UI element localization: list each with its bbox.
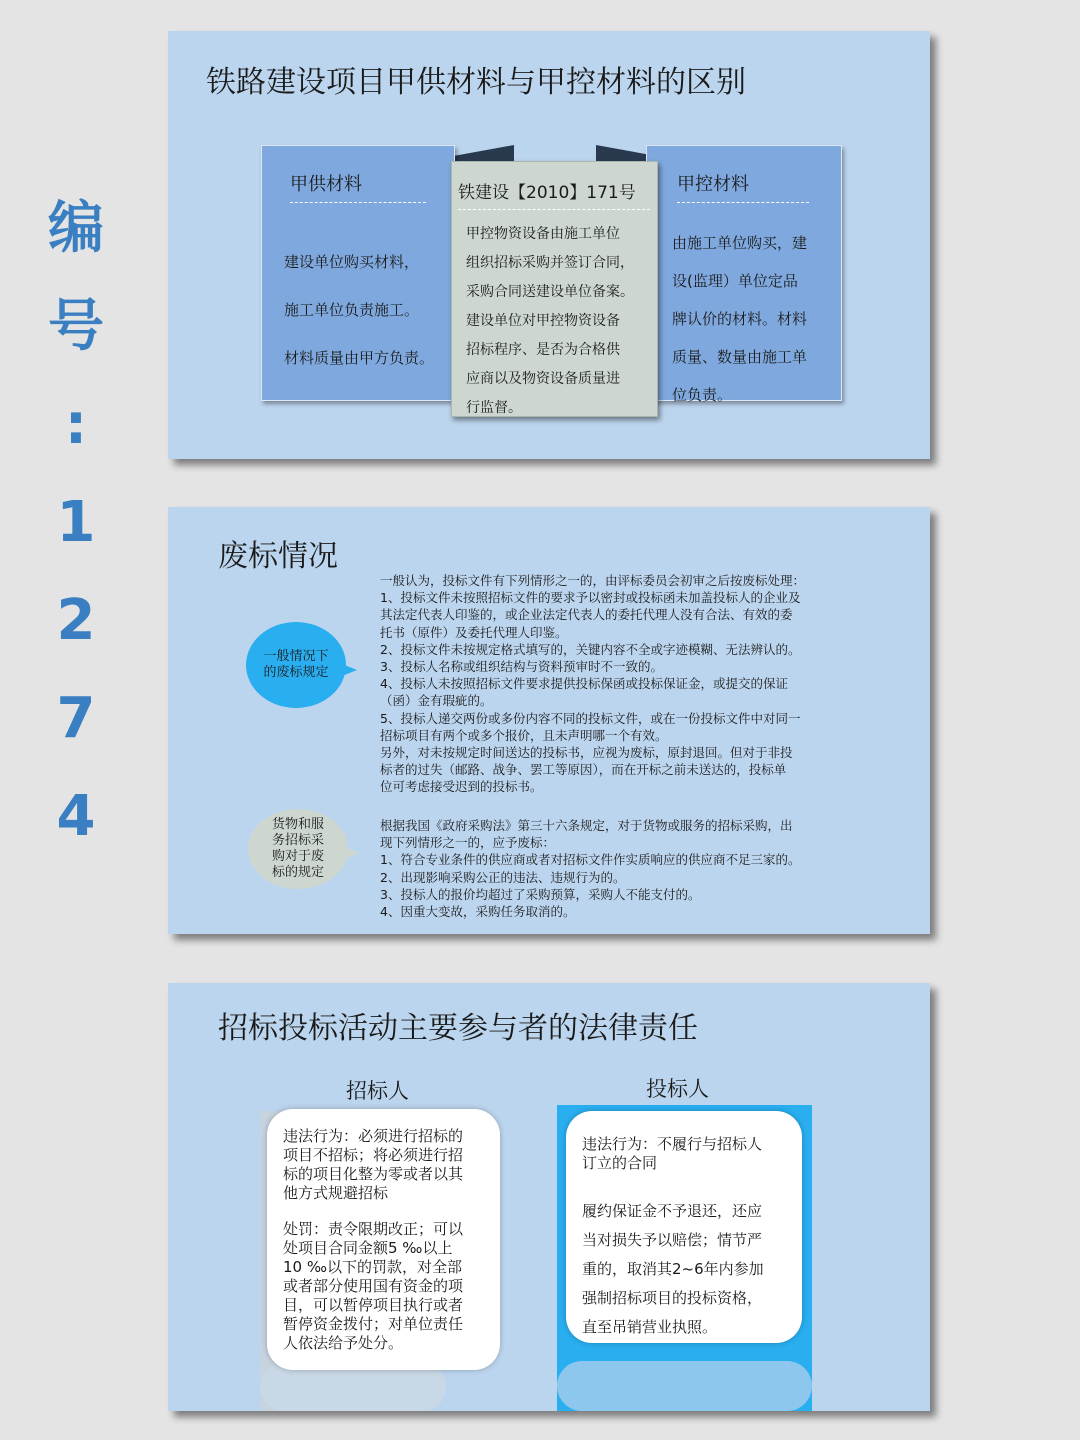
box-text <box>466 220 634 423</box>
box-line: 由施工单位购买，建 <box>672 234 808 252</box>
side-label-char: 4 <box>56 784 96 849</box>
panel-line: 目，可以暂停项目执行或者 <box>283 1296 464 1314</box>
box-line: 应商以及物资设备质量进 <box>466 371 620 387</box>
text-line: 4、投标人未按照招标文件要求提供投标保函或投标保证金，或提交的保证 <box>380 676 788 692</box>
panel-line: 违法行为：不履行与招标人 <box>582 1135 763 1153</box>
regulation-box <box>451 161 658 417</box>
panel-line: 当对损失予以赔偿；情节严 <box>582 1231 763 1249</box>
text-line: 另外，对未按规定时间送达的投标书，应视为废标，原封退回。但对于非投 <box>380 745 793 761</box>
text-line: 其法定代表人印鉴的，或企业法定代表人的委托代理人没有合法、有效的委 <box>380 607 793 623</box>
text-line: 4、因重大变故，采购任务取消的。 <box>380 904 576 920</box>
bubble-line: 务招标采 <box>271 833 324 848</box>
panel-text <box>582 1135 764 1342</box>
text-line: 招标项目有两个或多个报价，且未声明哪一个有效。 <box>380 727 668 743</box>
slide-legal-liability <box>168 983 930 1411</box>
slide-title: 铁路建设项目甲供材料与甲控材料的区别 <box>206 65 746 100</box>
box-line: 甲控物资设备由施工单位 <box>466 226 620 242</box>
text-line: 一般认为，投标文件有下列情形之一的，由评标委员会初审之后按废标处理： <box>380 573 806 588</box>
bidder-heading: 投标人 <box>646 1077 709 1101</box>
slide-title: 废标情况 <box>218 539 338 574</box>
bubble-line: 购对于废 <box>271 849 324 864</box>
panel-line: 强制招标项目的投标资格， <box>582 1289 763 1307</box>
panel-line: 重的，取消其2~6年内参加 <box>582 1260 764 1278</box>
box-line: 建设单位对甲控物资设备 <box>466 313 620 329</box>
tenderer-panel-reflection <box>260 1363 446 1411</box>
owner-supplied-box <box>261 145 455 401</box>
box-heading: 铁建设【2010】171号 <box>458 178 650 210</box>
bubble-line: 的废标规定 <box>263 665 329 680</box>
box-heading: 甲控材料 <box>677 170 809 203</box>
text-line: 1、投标文件未按照招标文件的要求予以密封或投标函未加盖投标人的企业及 <box>380 590 801 606</box>
box-line: 建设单位购买材料， <box>284 253 420 271</box>
box-line: 位负责。 <box>672 386 733 404</box>
panel-line: 违法行为：必须进行招标的 <box>283 1127 464 1145</box>
panel-line: 处罚：责令限期改正；可以 <box>283 1220 464 1238</box>
panel-line: 订立的合同 <box>582 1154 658 1172</box>
box-heading: 甲供材料 <box>290 170 426 203</box>
text-line: 托书（原件）及委托代理人印鉴。 <box>380 624 568 640</box>
bubble-line: 一般情况下 <box>263 649 329 664</box>
general-rules-bubble <box>246 622 346 708</box>
box-line: 采购合同送建设单位备案。 <box>466 284 634 300</box>
panel-line: 人依法给予处分。 <box>283 1334 404 1352</box>
box-line: 牌认价的材料。材料 <box>672 310 808 328</box>
slide-material-difference <box>168 31 930 459</box>
side-label-char: 编 <box>48 196 104 261</box>
panel-line: 10 ‰以下的罚款，对全部 <box>283 1258 462 1276</box>
bubble-line: 货物和服 <box>271 817 324 832</box>
box-line: 招标程序、是否为合格供 <box>466 342 620 358</box>
text-line: 位可考虑接受迟到的投标书。 <box>380 779 543 795</box>
owner-controlled-box <box>646 145 842 404</box>
box-line: 质量、数量由施工单 <box>672 348 808 366</box>
box-line: 施工单位负责施工。 <box>284 301 420 319</box>
text-line: （函）金有瑕疵的。 <box>380 693 493 709</box>
text-line: 3、投标人名称或组织结构与资料预审时不一致的。 <box>380 659 663 675</box>
slide-title: 招标投标活动主要参与者的法律责任 <box>218 1011 698 1046</box>
panel-spacer <box>283 1203 463 1220</box>
box-line: 组织招标采购并签订合同， <box>466 255 634 271</box>
panel-line: 暂停资金拨付；对单位责任 <box>283 1315 464 1333</box>
box-text <box>672 224 807 414</box>
bidder-panel <box>566 1111 802 1343</box>
panel-spacer <box>582 1173 764 1197</box>
side-label <box>36 180 116 866</box>
tenderer-panel <box>267 1109 500 1370</box>
text-line: 现下列情形之一的，应予废标： <box>380 835 556 851</box>
panel-line: 直至吊销营业执照。 <box>582 1318 718 1336</box>
panel-line: 处项目合同金额5 ‰以上 <box>283 1239 453 1257</box>
bidder-panel-reflection <box>557 1361 812 1411</box>
panel-line: 履约保证金不予退还，还应 <box>582 1202 763 1220</box>
text-line: 根据我国《政府采购法》第三十六条规定，对于货物或服务的招标采购，出 <box>380 818 793 833</box>
box-line: 材料质量由甲方负责。 <box>284 349 435 367</box>
text-line: 2、投标文件未按规定格式填写的，关键内容不全或字迹模糊、无法辨认的。 <box>380 641 801 657</box>
goods-services-text <box>380 817 800 920</box>
panel-line: 标的项目化整为零或者以其 <box>283 1165 464 1183</box>
goods-services-bubble <box>248 809 348 889</box>
side-label-char: 号 <box>48 294 104 359</box>
side-label-char: 1 <box>56 490 96 555</box>
tenderer-heading: 招标人 <box>346 1079 409 1103</box>
box-line: 设(监理）单位定品 <box>672 272 798 290</box>
bubble-line: 标的规定 <box>271 865 324 880</box>
panel-line: 他方式规避招标 <box>283 1184 389 1202</box>
box-text <box>284 238 434 382</box>
side-label-char: : <box>64 392 88 457</box>
panel-text <box>283 1127 463 1353</box>
text-line: 标者的过失（邮路、战争、罢工等原因），而在开标之前未送达的，投标单 <box>380 762 787 778</box>
text-line: 5、投标人递交两份或多份内容不同的投标文件，或在一份投标文件中对同一 <box>380 710 801 726</box>
box-line: 行监督。 <box>466 400 522 416</box>
panel-line: 项目不招标；将必须进行招 <box>283 1146 464 1164</box>
text-line: 3、投标人的报价均超过了采购预算，采购人不能支付的。 <box>380 886 701 902</box>
text-line: 2、出现影响采购公正的违法、违规行为的。 <box>380 869 626 885</box>
text-line: 1、符合专业条件的供应商或者对招标文件作实质响应的供应商不足三家的。 <box>380 852 801 868</box>
general-rules-text <box>380 572 805 796</box>
slide-invalid-bids <box>168 507 930 934</box>
side-label-char: 7 <box>56 686 96 751</box>
panel-line: 或者部分使用国有资金的项 <box>283 1277 464 1295</box>
side-label-char: 2 <box>56 588 96 653</box>
